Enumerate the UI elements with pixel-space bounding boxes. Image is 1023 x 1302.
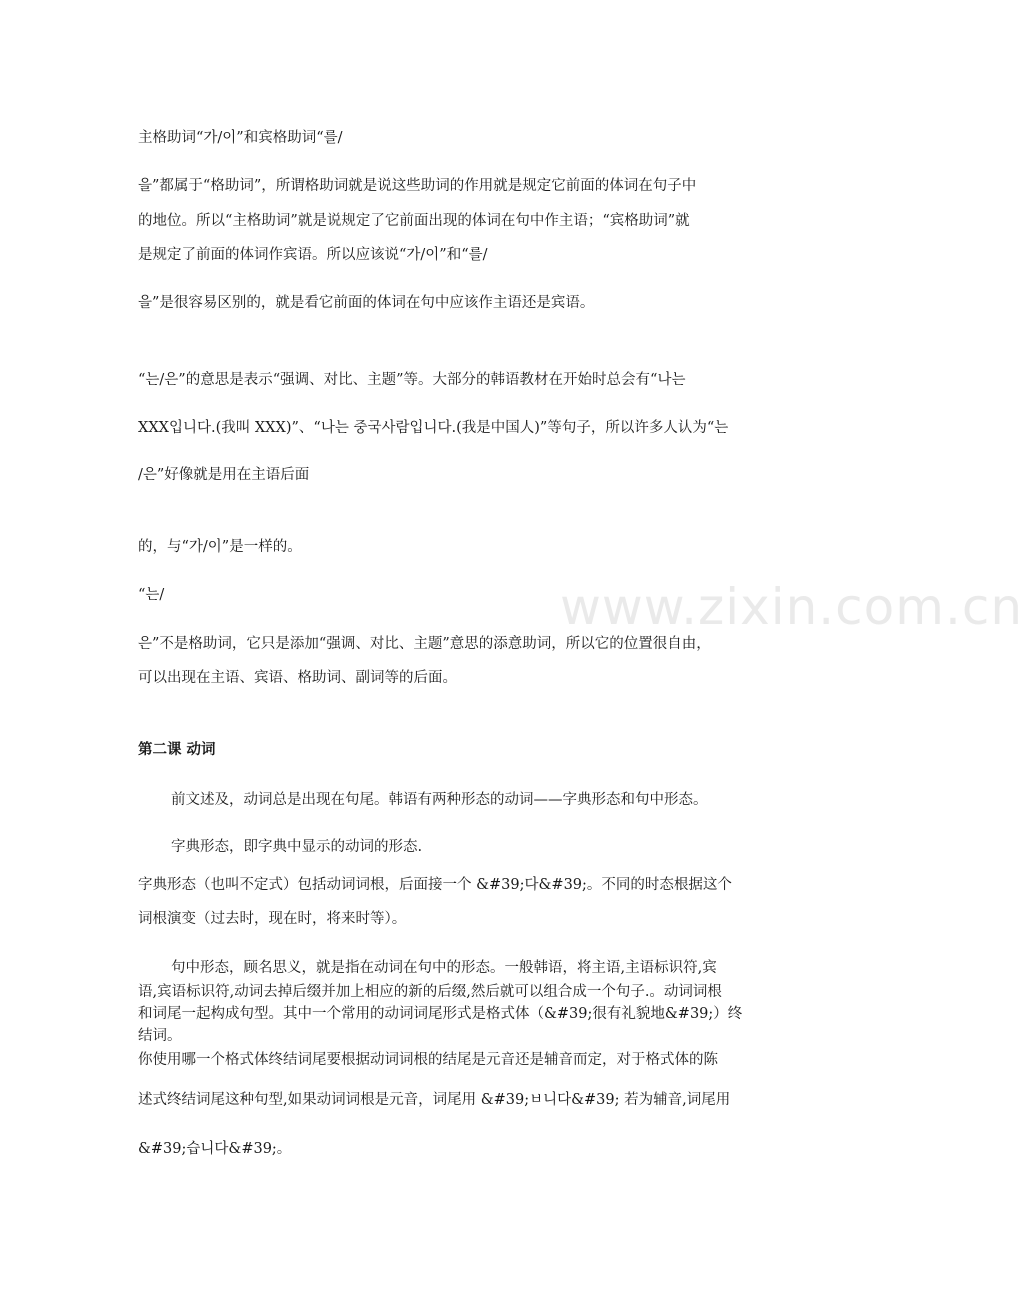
section-heading: 第二课 动词 [138, 742, 216, 758]
text-line: 을”是很容易区别的，就是看它前面的体词在句中应该作主语还是宾语。 [138, 295, 595, 311]
text-line: XXX입니다.(我叫 XXX)”、“나는 중국사람입니다.(我是中国人)”等句子，所以许多人认为“는 [138, 420, 729, 436]
text-line: 主格助词“가/이”和宾格助词“를/ [138, 130, 343, 146]
text-line: 述式终结词尾这种句型,如果动词词根是元音，词尾用 &#39;ㅂ니다&#39; 若为辅音,词尾用 [138, 1092, 731, 1108]
text-line: 是规定了前面的体词作宾语。所以应该说“가/이”和“를/ [138, 247, 488, 263]
text-line: 可以出现在主语、宾语、格助词、副词等的后面。 [138, 670, 457, 686]
text-line: 은”不是格助词，它只是添加“强调、对比、主题”意思的添意助词，所以它的位置很自由， [138, 636, 711, 652]
text-line: 字典形态，即字典中显示的动词的形态. [171, 839, 423, 855]
text-line: 语,宾语标识符,动词去掉后缀并加上相应的新的后缀,然后就可以组合成一个句子.。动词词根 [138, 984, 722, 1000]
text-line: 的地位。所以“主格助词”就是说规定了它前面出现的体词在句中作主语；“宾格助词”就 [138, 213, 690, 229]
text-line: 的，与“가/이”是一样的。 [138, 539, 302, 555]
text-line: 字典形态（也叫不定式）包括动词词根，后面接一个 &#39;다&#39;。不同的时态根据这个 [138, 877, 732, 893]
watermark: www.zixin.com.cn [560, 578, 1023, 636]
text-line: 你使用哪一个格式体终结词尾要根据动词词根的结尾是元音还是辅音而定，对于格式体的陈 [138, 1052, 718, 1068]
text-line: 前文述及，动词总是出现在句尾。韩语有两种形态的动词——字典形态和句中形态。 [171, 792, 708, 808]
text-line: 을”都属于“格助词”，所谓格助词就是说这些助词的作用就是规定它前面的体词在句子中 [138, 178, 697, 194]
text-line: 和词尾一起构成句型。其中一个常用的动词词尾形式是格式体（&#39;很有礼貌地&#39;）终 [138, 1006, 743, 1022]
text-line: /은”好像就是用在主语后面 [138, 467, 310, 483]
text-line: 句中形态，顾名思义，就是指在动词在句中的形态。一般韩语，将主语,主语标识符,宾 [171, 960, 717, 976]
text-line: 词根演变（过去时，现在时，将来时等）。 [138, 911, 407, 927]
text-line: “는/ [138, 587, 165, 603]
text-line: “는/은”的意思是表示“强调、对比、主题”等。大部分的韩语教材在开始时总会有“나는 [138, 372, 686, 388]
text-line: 结词。 [138, 1028, 182, 1044]
text-line: &#39;습니다&#39;。 [138, 1141, 292, 1157]
